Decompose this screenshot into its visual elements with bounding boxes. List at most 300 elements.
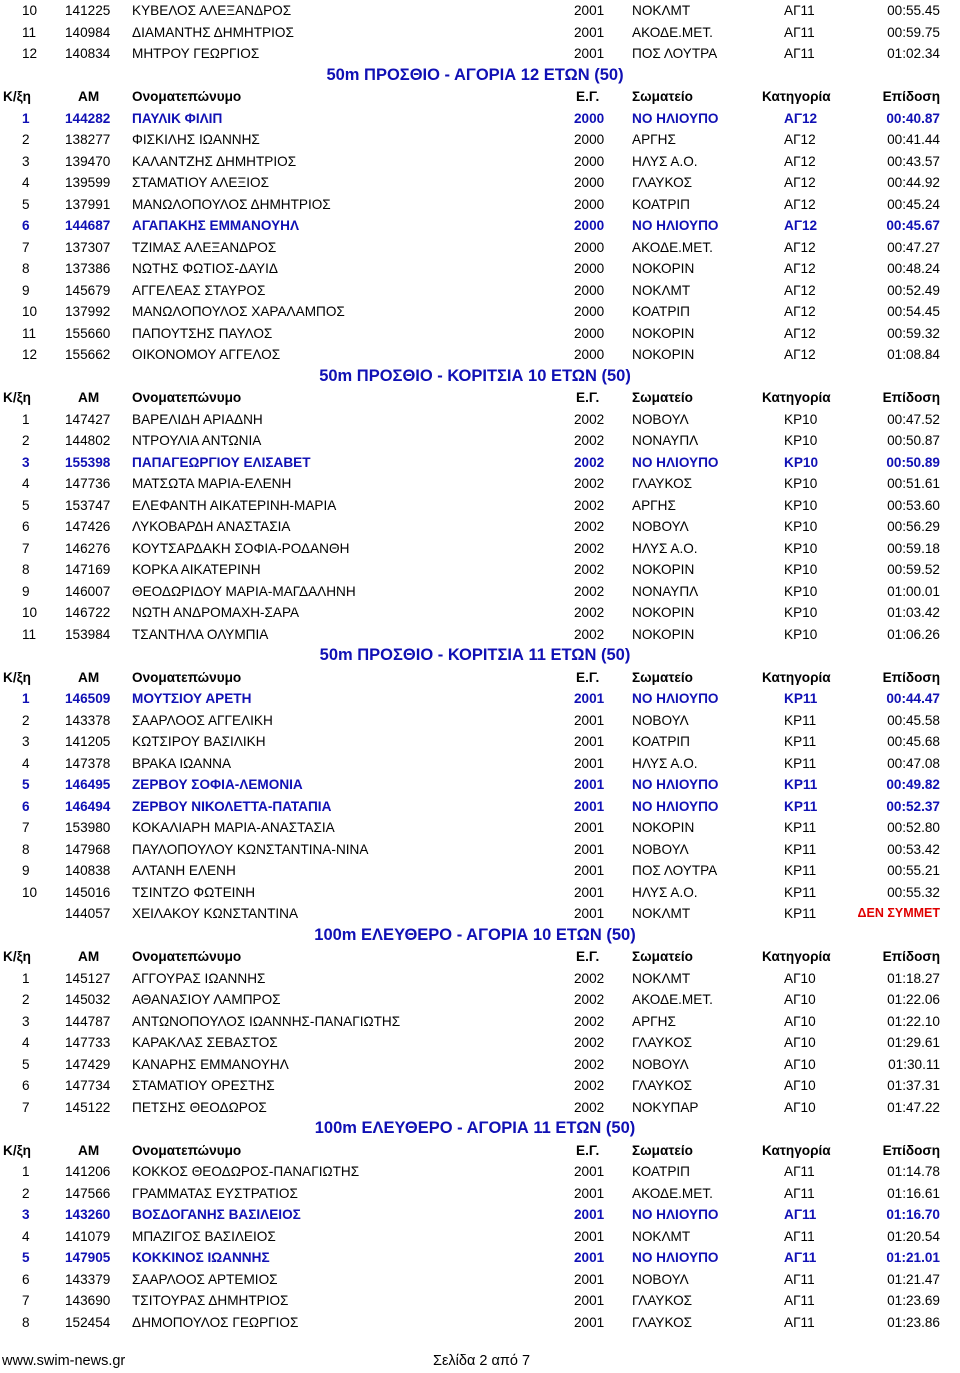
cell-time: 00:55.45	[887, 3, 940, 18]
result-row	[0, 817, 960, 839]
result-row	[0, 839, 960, 861]
cell-club: ΑΚΟΔΕ.ΜΕΤ.	[632, 1185, 713, 1201]
result-row	[0, 624, 960, 646]
cell-yr: 2002	[574, 626, 605, 642]
result-row	[0, 559, 960, 581]
cell-cat: ΑΓ12	[784, 347, 816, 362]
cell-club: ΝΟΚΟΡΙΝ	[632, 626, 695, 642]
cell-yr: 2000	[574, 282, 605, 298]
cell-pos: 6	[22, 1271, 30, 1287]
cell-club: ΓΛΑΥΚΟΣ	[632, 476, 693, 491]
cell-cat: ΑΓ11	[784, 46, 815, 61]
result-row	[0, 1247, 960, 1269]
event-title-text: 50m ΠΡΟΣΘΙΟ - ΑΓΟΡΙΑ 12 ΕΤΩΝ (50)	[326, 65, 624, 84]
cell-yr: 2000	[574, 325, 605, 341]
result-row	[0, 237, 960, 259]
cell-club: ΝΟΒΟΥΛ	[632, 1056, 689, 1072]
cell-club: ΝΟ ΗΛΙΟΥΠΟ	[632, 691, 719, 706]
cell-am: 140984	[65, 24, 111, 40]
cell-yr: 2001	[574, 1250, 605, 1265]
cell-am: 143690	[65, 1293, 111, 1308]
cell-am: 137991	[65, 196, 111, 212]
cell-pos: 1	[22, 110, 30, 126]
cell-am: 144802	[65, 433, 111, 448]
result-row	[0, 731, 960, 753]
cell-cat: ΑΓ11	[784, 3, 815, 18]
cell-yr: 2001	[574, 1207, 605, 1222]
cell-am: 147905	[65, 1250, 111, 1265]
event-section	[0, 65, 960, 366]
result-row	[0, 968, 960, 990]
cell-yr: 2002	[574, 583, 605, 599]
cell-time: 00:50.87	[887, 433, 940, 448]
cell-time: 00:59.32	[887, 325, 940, 341]
result-row	[0, 602, 960, 624]
header-cat: Κατηγορία	[762, 390, 831, 405]
cell-am: 137307	[65, 239, 111, 255]
cell-cat: ΑΓ11	[784, 1185, 815, 1201]
cell-club: ΝΟΚΛΜΤ	[632, 970, 691, 986]
cell-am: 137386	[65, 261, 111, 276]
result-row	[0, 796, 960, 818]
header-club: Σωματείο	[632, 1142, 693, 1158]
event-title	[0, 925, 960, 947]
result-row	[0, 409, 960, 431]
cell-name: ΒΑΡΕΛΙΔΗ ΑΡΙΑΔΝΗ	[132, 411, 263, 427]
cell-yr: 2001	[574, 1185, 605, 1201]
cell-name: ΘΕΟΔΩΡΙΔΟΥ ΜΑΡΙΑ-ΜΑΓΔΑΛΗΝΗ	[132, 583, 356, 599]
cell-club: ΑΚΟΔΕ.ΜΕΤ.	[632, 992, 713, 1007]
cell-time: 01:02.34	[887, 46, 940, 61]
event-title	[0, 1118, 960, 1140]
cell-name: ΑΝΤΩΝΟΠΟΥΛΟΣ ΙΩΑΝΝΗΣ-ΠΑΝΑΓΙΩΤΗΣ	[132, 1013, 401, 1029]
header-name: Ονοματεπώνυμο	[132, 89, 242, 104]
cell-pos: 7	[22, 1099, 30, 1115]
cell-yr: 2001	[574, 820, 605, 835]
cell-club: ΓΛΑΥΚΟΣ	[632, 1035, 693, 1050]
cell-yr: 2000	[574, 239, 605, 255]
cell-am: 143260	[65, 1207, 111, 1222]
cell-name: ΜΑΝΩΛΟΠΟΥΛΟΣ ΧΑΡΑΛΑΜΠΟΣ	[132, 304, 345, 319]
cell-pos: 8	[22, 562, 30, 577]
cell-club: ΝΟ ΗΛΙΟΥΠΟ	[632, 110, 719, 126]
cell-name: ΑΘΑΝΑΣΙΟΥ ΛΑΜΠΡΟΣ	[132, 992, 281, 1007]
event-title-text: 50m ΠΡΟΣΘΙΟ - ΚΟΡΙΤΣΙΑ 11 ΕΤΩΝ (50)	[319, 646, 631, 664]
cell-yr: 2000	[574, 347, 605, 362]
cell-am: 143378	[65, 712, 111, 728]
cell-yr: 2000	[574, 304, 605, 319]
cell-cat: ΚΡ10	[784, 583, 818, 599]
cell-cat: ΑΓ10	[784, 1013, 816, 1029]
cell-time: 00:45.67	[886, 218, 940, 233]
cell-time: 00:59.18	[887, 540, 940, 556]
cell-yr: 2002	[574, 992, 605, 1007]
cell-club: ΚΟΑΤΡΙΠ	[632, 304, 690, 319]
cell-am: 147566	[65, 1185, 111, 1201]
cell-am: 146007	[65, 583, 111, 599]
event-title-text: 100m ΕΛΕΥΘΕΡΟ - ΑΓΟΡΙΑ 11 ΕΤΩΝ (50)	[314, 1119, 636, 1137]
cell-cat: ΑΓ10	[784, 992, 816, 1007]
cell-am: 147427	[65, 411, 111, 427]
cell-pos: 8	[22, 1314, 30, 1330]
cell-cat: ΚΡ11	[784, 755, 817, 771]
cell-cat: ΚΡ11	[784, 712, 817, 728]
cell-club: ΑΡΓΗΣ	[632, 497, 676, 513]
cell-am: 145127	[65, 970, 111, 986]
event-section	[0, 925, 960, 1119]
cell-yr: 2002	[574, 1035, 605, 1050]
cell-pos: 7	[22, 239, 30, 255]
cell-pos: 5	[22, 196, 30, 212]
cell-time: 00:49.82	[886, 777, 940, 792]
cell-cat: ΑΓ12	[784, 282, 816, 298]
cell-am: 141225	[65, 3, 111, 18]
cell-am: 147169	[65, 562, 111, 577]
cell-name: ΜΠΑΖΙΓΟΣ ΒΑΣΙΛΕΙΟΣ	[132, 1228, 276, 1244]
cell-name: ΖΕΡΒΟΥ ΣΟΦΙΑ-ΛΕΜΟΝΙΑ	[132, 777, 303, 792]
result-row	[0, 989, 960, 1011]
cell-club: ΝΟΝΑΥΠΛ	[632, 433, 699, 448]
cell-cat: ΑΓ12	[784, 196, 816, 212]
cell-cat: ΑΓ12	[784, 132, 816, 147]
cell-cat: ΚΡ11	[784, 906, 817, 921]
cell-club: ΚΟΑΤΡΙΠ	[632, 1164, 690, 1179]
cell-am: 141205	[65, 734, 111, 749]
header-pos: Κ/ξη	[3, 949, 31, 964]
cell-name: ΚΟΚΑΛΙΑΡΗ ΜΑΡΙΑ-ΑΝΑΣΤΑΣΙΑ	[132, 820, 335, 835]
cell-cat: ΚΡ11	[784, 841, 817, 857]
header-am: ΑΜ	[78, 669, 100, 685]
cell-cat: ΚΡ10	[784, 540, 818, 556]
footer-site-link[interactable]: www.swim-news.gr	[2, 1353, 126, 1369]
header-name: Ονοματεπώνυμο	[132, 390, 242, 405]
header-yr: Ε.Γ.	[576, 949, 600, 964]
cell-name: ΚΟΚΚΟΣ ΘΕΟΔΩΡΟΣ-ΠΑΝΑΓΙΩΤΗΣ	[132, 1164, 360, 1179]
cell-pos: 4	[22, 755, 30, 771]
cell-am: 147429	[65, 1056, 111, 1072]
result-row	[0, 323, 960, 345]
cell-time: 01:08.84	[887, 347, 940, 362]
cell-pos: 2	[22, 132, 30, 147]
cell-am: 145122	[65, 1099, 111, 1115]
cell-time: 01:16.70	[886, 1207, 940, 1222]
header-am: ΑΜ	[78, 390, 100, 405]
header-am: ΑΜ	[78, 89, 100, 104]
cell-name: ΚΟΚΚΙΝΟΣ ΙΩΑΝΝΗΣ	[132, 1250, 270, 1265]
header-yr: Ε.Γ.	[576, 669, 600, 685]
cell-time: 01:03.42	[887, 605, 940, 620]
cell-time: 00:59.75	[887, 24, 940, 40]
result-row	[0, 1032, 960, 1054]
cell-am: 146276	[65, 540, 111, 556]
cell-cat: ΚΡ11	[784, 734, 817, 749]
result-row	[0, 1226, 960, 1248]
cell-yr: 2002	[574, 1056, 605, 1072]
cell-am: 146494	[65, 798, 111, 814]
cell-am: 140838	[65, 863, 111, 878]
cell-club: ΝΟ ΗΛΙΟΥΠΟ	[632, 218, 719, 233]
cell-pos: 12	[22, 46, 38, 61]
cell-pos: 1	[22, 691, 30, 706]
cell-pos: 5	[22, 1250, 30, 1265]
cell-time: 01:21.01	[886, 1250, 940, 1265]
cell-time: 01:47.22	[887, 1099, 940, 1115]
cell-club: ΓΛΑΥΚΟΣ	[632, 1314, 693, 1330]
cell-yr: 2001	[574, 755, 605, 771]
cell-time: 01:18.27	[887, 970, 940, 986]
result-row	[0, 1269, 960, 1291]
cell-am: 146495	[65, 777, 111, 792]
cell-pos: 6	[22, 218, 30, 233]
header-club: Σωματείο	[632, 89, 693, 104]
cell-am: 145679	[65, 282, 111, 298]
cell-yr: 2002	[574, 497, 605, 513]
cell-am: 153747	[65, 497, 111, 513]
cell-name: ΚΑΡΑΚΛΑΣ ΣΕΒΑΣΤΟΣ	[132, 1035, 278, 1050]
result-row	[0, 903, 960, 925]
cell-yr: 2000	[574, 261, 605, 276]
result-row	[0, 1183, 960, 1205]
cell-am: 144787	[65, 1013, 111, 1029]
cell-club: ΓΛΑΥΚΟΣ	[632, 175, 693, 190]
cell-cat: ΑΓ11	[784, 1250, 817, 1265]
header-time: Επίδοση	[882, 669, 940, 685]
cell-time: 00:52.37	[886, 798, 940, 814]
cell-time: 01:22.06	[887, 992, 940, 1007]
cell-yr: 2002	[574, 1078, 605, 1093]
cell-time: 01:16.61	[887, 1185, 940, 1201]
cell-time: 00:59.52	[887, 562, 940, 577]
header-time: Επίδοση	[882, 89, 940, 104]
header-pos: Κ/ξη	[3, 89, 31, 104]
cell-name: ΠΑΥΛΙΚ ΦΙΛΙΠ	[132, 110, 223, 126]
result-row	[0, 151, 960, 173]
cell-name: ΝΩΤΗ ΑΝΔΡΟΜΑΧΗ-ΣΑΡΑ	[132, 605, 300, 620]
result-row	[0, 22, 960, 44]
cell-yr: 2000	[574, 110, 605, 126]
cell-yr: 2002	[574, 605, 605, 620]
cell-time: 00:53.60	[887, 497, 940, 513]
cell-time: 01:22.10	[887, 1013, 940, 1029]
cell-pos: 7	[22, 1293, 30, 1308]
cell-yr: 2001	[574, 1314, 605, 1330]
cell-club: ΓΛΑΥΚΟΣ	[632, 1293, 693, 1308]
result-row	[0, 108, 960, 130]
result-row	[0, 1097, 960, 1119]
header-am: ΑΜ	[78, 949, 100, 964]
cell-pos: 3	[22, 1013, 30, 1029]
header-pos: Κ/ξη	[3, 390, 31, 405]
column-header-row	[0, 86, 960, 108]
cell-pos: 3	[22, 454, 30, 470]
cell-pos: 10	[22, 3, 38, 18]
header-cat: Κατηγορία	[762, 949, 831, 964]
header-time: Επίδοση	[882, 390, 940, 405]
cell-time: 00:48.24	[887, 261, 940, 276]
cell-name: ΔΙΑΜΑΝΤΗΣ ΔΗΜΗΤΡΙΟΣ	[132, 24, 294, 40]
cell-pos: 2	[22, 1185, 30, 1201]
cell-time: 01:29.61	[887, 1035, 940, 1050]
cell-name: ΚΑΝΑΡΗΣ ΕΜΜΑΝΟΥΗΛ	[132, 1056, 289, 1072]
result-row	[0, 258, 960, 280]
cell-pos: 12	[22, 347, 38, 362]
cell-cat: ΚΡ11	[784, 884, 817, 900]
cell-name: ΣΤΑΜΑΤΙΟΥ ΟΡΕΣΤΗΣ	[132, 1078, 275, 1093]
cell-club: ΝΟ ΗΛΙΟΥΠΟ	[632, 454, 719, 470]
result-row	[0, 301, 960, 323]
cell-name: ΒΟΣΔΟΓΑΝΗΣ ΒΑΣΙΛΕΙΟΣ	[132, 1207, 301, 1222]
result-row	[0, 1075, 960, 1097]
cell-pos: 10	[22, 884, 38, 900]
cell-am: 144282	[65, 110, 111, 126]
cell-club: ΝΟΚΟΡΙΝ	[632, 562, 695, 577]
cell-club: ΑΚΟΔΕ.ΜΕΤ.	[632, 239, 713, 255]
cell-pos: 1	[22, 970, 30, 986]
cell-am: 137992	[65, 304, 111, 319]
cell-pos: 6	[22, 519, 30, 534]
cell-name: ΜΗΤΡΟΥ ΓΕΩΡΓΙΟΣ	[132, 46, 260, 61]
cell-pos: 9	[22, 863, 30, 878]
cell-name: ΣΑΑΡΛΟΟΣ ΑΓΓΕΛΙΚΗ	[132, 712, 273, 728]
cell-cat: ΑΓ12	[784, 304, 816, 319]
header-time: Επίδοση	[882, 949, 940, 964]
cell-yr: 2000	[574, 218, 605, 233]
cell-yr: 2001	[574, 24, 605, 40]
cell-cat: ΑΓ12	[784, 110, 818, 126]
cell-cat: ΚΡ10	[784, 433, 818, 448]
cell-cat: ΑΓ11	[784, 24, 815, 40]
cell-time: 00:47.52	[887, 411, 940, 427]
cell-pos: 1	[22, 1164, 30, 1179]
cell-cat: ΚΡ10	[784, 562, 818, 577]
result-row	[0, 0, 960, 22]
cell-club: ΝΟΒΟΥΛ	[632, 841, 689, 857]
cell-time: 00:53.42	[887, 841, 940, 857]
cell-time: 01:23.69	[887, 1293, 940, 1308]
cell-club: ΗΛΥΣ Α.Ο.	[632, 540, 698, 556]
cell-time: 00:45.24	[887, 196, 940, 212]
event-title-text: 50m ΠΡΟΣΘΙΟ - ΚΟΡΙΤΣΙΑ 10 ΕΤΩΝ (50)	[319, 366, 631, 385]
cell-time: 00:41.44	[887, 132, 940, 147]
cell-am: 147426	[65, 519, 111, 534]
cell-yr: 2002	[574, 540, 605, 556]
cell-pos: 4	[22, 476, 30, 491]
page-footer	[0, 1350, 960, 1372]
cell-pos: 4	[22, 175, 30, 190]
cell-name: ΚΟΡΚΑ ΑΙΚΑΤΕΡΙΝΗ	[132, 562, 261, 577]
cell-cat: ΑΓ11	[784, 1293, 815, 1308]
cell-yr: 2001	[574, 1271, 605, 1287]
cell-club: ΝΟ ΗΛΙΟΥΠΟ	[632, 798, 719, 814]
cell-cat: ΚΡ10	[784, 411, 818, 427]
cell-cat: ΑΓ10	[784, 1078, 816, 1093]
event-title	[0, 366, 960, 388]
cell-club: ΠΟΣ ΛΟΥΤΡΑ	[632, 863, 718, 878]
result-row	[0, 774, 960, 796]
cell-yr: 2001	[574, 906, 605, 921]
cell-cat: ΚΡ11	[784, 798, 818, 814]
cell-name: ΦΙΣΚΙΛΗΣ ΙΩΑΝΝΗΣ	[132, 132, 260, 147]
header-pos: Κ/ξη	[3, 1142, 31, 1158]
cell-yr: 2001	[574, 884, 605, 900]
cell-yr: 2001	[574, 1164, 605, 1179]
cell-name: ΜΑΤΣΩΤΑ ΜΑΡΙΑ-ΕΛΕΝΗ	[132, 476, 292, 491]
column-header-row	[0, 1140, 960, 1162]
cell-club: ΝΟΚΛΜΤ	[632, 906, 691, 921]
cell-cat: ΑΓ10	[784, 1035, 816, 1050]
cell-name: ΜΟΥΤΣΙΟΥ ΑΡΕΤΗ	[132, 691, 252, 706]
cell-time: ΔΕΝ ΣΥΜΜΕΤ	[857, 906, 940, 920]
cell-name: ΑΛΤΑΝΗ ΕΛΕΝΗ	[132, 863, 236, 878]
cell-pos: 11	[22, 626, 37, 642]
cell-club: ΝΟΚΟΡΙΝ	[632, 605, 695, 620]
cell-am: 152454	[65, 1314, 111, 1330]
cell-am: 141206	[65, 1164, 111, 1179]
result-row	[0, 452, 960, 474]
cell-name: ΒΡΑΚΑ ΙΩΑΝΝΑ	[132, 755, 232, 771]
cell-pos: 4	[22, 1035, 30, 1050]
result-row	[0, 581, 960, 603]
cell-time: 01:06.26	[887, 626, 940, 642]
cell-yr: 2002	[574, 970, 605, 986]
result-row	[0, 430, 960, 452]
cell-time: 00:52.80	[887, 820, 940, 835]
cell-cat: ΚΡ11	[784, 691, 818, 706]
cell-name: ΤΣΑΝΤΗΛΑ ΟΛΥΜΠΙΑ	[132, 626, 269, 642]
cell-time: 00:44.92	[887, 175, 940, 190]
cell-club: ΝΟΚΥΠΑΡ	[632, 1099, 699, 1115]
cell-name: ΚΥΒΕΛΟΣ ΑΛΕΞΑΝΔΡΟΣ	[132, 3, 292, 18]
cell-cat: ΑΓ12	[784, 218, 818, 233]
result-row	[0, 43, 960, 65]
column-header-row	[0, 667, 960, 689]
cell-club: ΑΡΓΗΣ	[632, 132, 676, 147]
cell-time: 00:44.47	[886, 691, 940, 706]
header-name: Ονοματεπώνυμο	[132, 669, 242, 685]
cell-time: 01:20.54	[887, 1228, 940, 1244]
cell-cat: ΑΓ12	[784, 239, 816, 255]
cell-name: ΟΙΚΟΝΟΜΟΥ ΑΓΓΕΛΟΣ	[132, 347, 281, 362]
cell-pos: 2	[22, 992, 30, 1007]
header-club: Σωματείο	[632, 669, 693, 685]
cell-am: 155662	[65, 347, 111, 362]
cell-am: 144057	[65, 906, 111, 921]
cell-am: 147378	[65, 755, 111, 771]
footer-page-number: Σελίδα 2 από 7	[433, 1353, 531, 1369]
header-name: Ονοματεπώνυμο	[132, 1142, 242, 1158]
header-yr: Ε.Γ.	[576, 89, 600, 104]
cell-pos: 7	[22, 540, 30, 556]
cell-time: 01:23.86	[887, 1314, 940, 1330]
cell-name: ΑΓΑΠΑΚΗΣ ΕΜΜΑΝΟΥΗΛ	[132, 218, 300, 233]
cell-cat: ΑΓ11	[784, 1164, 815, 1179]
cell-pos: 3	[22, 734, 30, 749]
cell-am: 147733	[65, 1035, 111, 1050]
cell-time: 00:50.89	[886, 454, 940, 470]
cell-name: ΔΗΜΟΠΟΥΛΟΣ ΓΕΩΡΓΙΟΣ	[132, 1314, 299, 1330]
column-header-row	[0, 946, 960, 968]
result-row	[0, 1054, 960, 1076]
cell-pos: 4	[22, 1228, 30, 1244]
cell-am: 143379	[65, 1271, 111, 1287]
result-row	[0, 344, 960, 366]
cell-cat: ΑΓ11	[784, 1314, 815, 1330]
cell-club: ΝΟΝΑΥΠΛ	[632, 583, 699, 599]
result-row	[0, 495, 960, 517]
event-title	[0, 645, 960, 667]
cell-club: ΝΟΒΟΥΛ	[632, 1271, 689, 1287]
result-row	[0, 129, 960, 151]
